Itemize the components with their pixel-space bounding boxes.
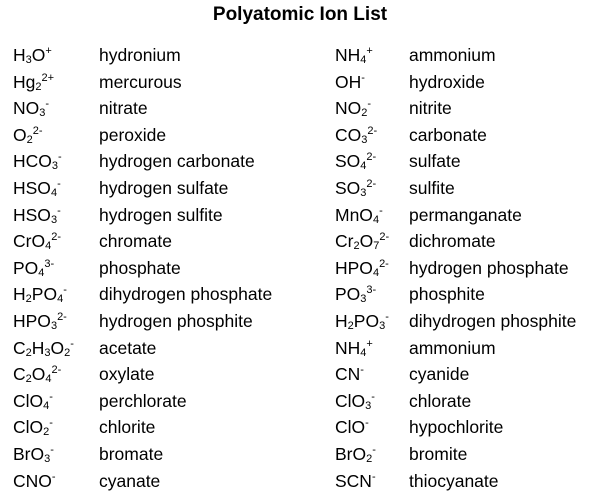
formula-element: O <box>50 337 65 358</box>
formula-charge: - <box>371 390 375 403</box>
formula-charge: - <box>49 390 53 403</box>
ion-formula <box>335 69 409 96</box>
ion-name: hydrogen phosphate <box>409 257 569 278</box>
ion-name: hydronium <box>99 45 181 65</box>
ion-row <box>335 202 600 229</box>
formula-element: H <box>335 310 348 331</box>
ion-name: cyanide <box>409 364 470 385</box>
formula-element: NH <box>335 45 361 65</box>
formula-element: PO <box>353 310 380 331</box>
ion-formula <box>335 281 409 308</box>
formula-subscript: 4 <box>38 266 45 279</box>
formula-element: PO <box>13 257 39 278</box>
ion-row <box>13 281 333 308</box>
formula-element: SO <box>335 151 361 172</box>
formula-subscript: 2 <box>25 373 32 386</box>
formula-element: C <box>13 337 26 358</box>
formula-element: HCO <box>13 151 52 172</box>
ion-formula <box>13 69 99 96</box>
ion-name: hypochlorite <box>409 417 504 438</box>
ion-row <box>13 42 333 69</box>
formula-element: ClO <box>335 417 366 438</box>
ion-formula <box>13 281 99 308</box>
formula-charge: - <box>50 443 54 456</box>
formula-charge: 2+ <box>41 71 55 84</box>
formula-element: BrO <box>335 443 367 464</box>
formula-subscript: 3 <box>361 133 368 146</box>
ion-name: bromate <box>99 443 164 464</box>
ion-formula <box>13 468 99 495</box>
ion-formula <box>13 441 99 468</box>
formula-subscript: 3 <box>44 452 51 465</box>
formula-subscript: 2 <box>64 346 71 359</box>
formula-charge: 2- <box>366 177 377 190</box>
formula-charge: 3- <box>44 257 55 270</box>
formula-element: O <box>359 231 374 252</box>
formula-charge: - <box>365 417 369 430</box>
left-ion-column <box>13 42 333 494</box>
formula-element: OH <box>335 71 362 92</box>
ion-row <box>13 148 333 175</box>
formula-subscript: 3 <box>360 186 367 199</box>
formula-subscript: 3 <box>39 107 46 120</box>
formula-subscript: 3 <box>50 213 58 226</box>
formula-subscript: 4 <box>43 399 50 412</box>
ion-formula <box>335 42 409 69</box>
formula-subscript: 4 <box>57 293 64 306</box>
formula-element: O <box>31 45 46 65</box>
ion-name: ammonium <box>409 337 496 358</box>
ion-formula <box>13 95 99 122</box>
ion-formula <box>335 255 409 282</box>
formula-element: H <box>31 337 45 358</box>
formula-subscript: 3 <box>379 319 386 332</box>
formula-subscript: 3 <box>44 346 51 359</box>
ion-row <box>13 69 333 96</box>
ion-row <box>13 255 333 282</box>
ion-row <box>13 335 333 362</box>
formula-subscript: 4 <box>360 346 367 359</box>
ion-row <box>335 335 600 362</box>
ion-formula <box>13 361 99 388</box>
formula-charge: - <box>360 364 364 377</box>
ion-name: ammonium <box>409 45 496 65</box>
ion-formula <box>335 202 409 229</box>
ion-name: phosphite <box>409 284 485 305</box>
formula-subscript: 2 <box>353 240 360 253</box>
formula-charge: 2- <box>379 231 390 244</box>
formula-subscript: 2 <box>25 346 32 359</box>
ion-name: hydroxide <box>409 71 485 92</box>
ion-formula <box>335 361 409 388</box>
formula-charge: - <box>63 284 67 297</box>
formula-subscript: 3 <box>25 54 32 66</box>
formula-element: ClO <box>13 390 44 411</box>
ion-formula <box>335 468 409 495</box>
formula-subscript: 2 <box>347 319 354 332</box>
ion-row <box>335 414 600 441</box>
ion-row <box>13 361 333 388</box>
formula-subscript: 4 <box>372 213 380 226</box>
ion-formula <box>13 414 99 441</box>
formula-charge: - <box>51 470 56 483</box>
ion-formula <box>335 414 409 441</box>
formula-charge: + <box>366 45 373 57</box>
ion-name: hydrogen carbonate <box>99 151 255 172</box>
ion-row <box>13 175 333 202</box>
formula-element: CrO <box>13 231 46 252</box>
formula-element: C <box>13 364 26 385</box>
formula-subscript: 4 <box>372 266 380 279</box>
formula-element: HPO <box>335 257 373 278</box>
ion-name: oxylate <box>99 364 155 385</box>
ion-name: dihydrogen phosphate <box>99 284 273 305</box>
ion-row <box>335 388 600 415</box>
ion-row <box>335 95 600 122</box>
ion-name: cyanate <box>99 470 161 491</box>
ion-row <box>335 281 600 308</box>
ion-name: chromate <box>99 231 172 252</box>
ion-formula <box>335 122 409 149</box>
ion-row <box>13 228 333 255</box>
formula-charge: - <box>371 470 376 483</box>
formula-charge: - <box>49 417 53 430</box>
formula-element: H <box>13 45 26 65</box>
formula-element: PO <box>31 284 58 305</box>
ion-name: perchlorate <box>99 390 187 411</box>
formula-element: BrO <box>13 443 45 464</box>
formula-element: MnO <box>335 204 373 225</box>
ion-formula <box>335 441 409 468</box>
ion-row <box>13 95 333 122</box>
ion-row <box>335 255 600 282</box>
ion-row <box>13 414 333 441</box>
page-title: Polyatomic Ion List <box>212 4 388 25</box>
formula-charge: - <box>57 204 61 217</box>
ion-row <box>13 308 333 335</box>
ion-formula <box>335 148 409 175</box>
ion-formula <box>13 122 99 149</box>
ion-formula <box>335 175 409 202</box>
ion-row <box>13 388 333 415</box>
ion-name: phosphate <box>99 257 181 278</box>
formula-element: HSO <box>13 204 51 225</box>
ion-formula <box>335 308 409 335</box>
ion-formula <box>13 42 99 69</box>
ion-row <box>13 122 333 149</box>
formula-charge: - <box>385 310 389 323</box>
formula-element: NO <box>335 98 362 119</box>
ion-row <box>335 361 600 388</box>
ion-row <box>335 175 600 202</box>
ion-row <box>335 42 600 69</box>
formula-charge: 3- <box>366 284 377 297</box>
formula-charge: 2- <box>51 364 62 377</box>
ion-formula <box>13 175 99 202</box>
ion-row <box>335 468 600 495</box>
formula-subscript: 4 <box>45 240 52 253</box>
ion-formula <box>13 308 99 335</box>
formula-element: ClO <box>335 390 366 411</box>
formula-element: O <box>13 124 27 145</box>
ion-formula <box>13 228 99 255</box>
ion-formula <box>13 202 99 229</box>
ion-formula <box>335 95 409 122</box>
formula-subscript: 2 <box>361 107 368 120</box>
formula-element: NH <box>335 337 361 358</box>
ion-name: thiocyanate <box>409 470 499 491</box>
formula-charge: 2- <box>367 124 378 137</box>
formula-element: Cr <box>335 231 354 252</box>
ion-row <box>335 122 600 149</box>
ion-formula <box>335 388 409 415</box>
ion-name: dichromate <box>409 231 496 252</box>
formula-subscript: 3 <box>50 319 58 332</box>
ion-row <box>335 308 600 335</box>
formula-element: CO <box>335 124 362 145</box>
ion-formula <box>13 255 99 282</box>
formula-subscript: 2 <box>43 426 50 439</box>
ion-name: carbonate <box>409 124 487 145</box>
ion-row <box>13 202 333 229</box>
formula-subscript: 4 <box>360 54 367 66</box>
formula-subscript: 3 <box>365 399 372 412</box>
formula-subscript: 4 <box>45 373 52 386</box>
formula-subscript: 4 <box>360 160 367 173</box>
formula-charge: - <box>372 443 376 456</box>
formula-charge: + <box>45 45 52 57</box>
formula-subscript: 2 <box>366 452 373 465</box>
formula-element: O <box>31 364 46 385</box>
formula-charge: - <box>361 71 365 84</box>
ion-name: peroxide <box>99 124 167 145</box>
ion-name: nitrite <box>409 98 452 119</box>
formula-element: HPO <box>13 310 51 331</box>
formula-charge: 2- <box>32 124 43 137</box>
formula-element: SO <box>335 177 361 198</box>
ion-name: permanganate <box>409 204 522 225</box>
formula-charge: 2- <box>379 257 389 270</box>
ion-name: chlorite <box>99 417 156 438</box>
ion-name: mercurous <box>99 71 182 92</box>
formula-charge: + <box>366 337 373 350</box>
ion-name: dihydrogen phosphite <box>409 310 577 331</box>
formula-element: SCN <box>335 470 372 491</box>
ion-row <box>335 148 600 175</box>
formula-element: NO <box>13 98 40 119</box>
ion-name: sulfite <box>409 177 455 198</box>
formula-subscript: 4 <box>50 186 58 199</box>
formula-subscript: 7 <box>373 240 380 253</box>
ion-name: hydrogen sulfate <box>99 177 229 198</box>
ion-formula <box>13 388 99 415</box>
formula-subscript: 2 <box>25 293 32 306</box>
formula-charge: - <box>45 98 50 111</box>
formula-charge: - <box>57 177 61 190</box>
ion-name: hydrogen sulfite <box>99 204 223 225</box>
ion-name: hydrogen phosphite <box>99 310 253 331</box>
ion-row <box>13 468 333 495</box>
formula-element: H <box>13 284 26 305</box>
formula-subscript: 3 <box>360 293 367 306</box>
formula-charge: 2- <box>51 231 61 244</box>
formula-element: Hg <box>13 71 36 92</box>
ion-row <box>13 441 333 468</box>
formula-subscript: 3 <box>51 160 59 173</box>
ion-row <box>335 228 600 255</box>
ion-formula <box>13 335 99 362</box>
formula-element: CNO <box>13 470 52 491</box>
ion-name: sulfate <box>409 151 461 172</box>
formula-charge: - <box>70 337 74 350</box>
formula-element: HSO <box>13 177 51 198</box>
ion-name: bromite <box>409 443 468 464</box>
formula-element: CN <box>335 364 361 385</box>
formula-subscript: 2 <box>35 80 42 93</box>
ion-formula <box>335 228 409 255</box>
formula-charge: 2- <box>57 310 67 323</box>
formula-charge: - <box>58 151 62 164</box>
formula-element: PO <box>335 284 361 305</box>
ion-formula <box>335 335 409 362</box>
formula-charge: - <box>379 204 383 217</box>
formula-charge: 2- <box>366 151 377 164</box>
formula-element: ClO <box>13 417 44 438</box>
right-ion-column <box>335 42 600 494</box>
ion-name: chlorate <box>409 390 472 411</box>
ion-formula <box>13 148 99 175</box>
ion-row <box>335 441 600 468</box>
ion-row <box>335 69 600 96</box>
ion-name: nitrate <box>99 98 148 119</box>
formula-charge: - <box>367 98 372 111</box>
formula-subscript: 2 <box>26 133 33 146</box>
ion-name: acetate <box>99 337 157 358</box>
